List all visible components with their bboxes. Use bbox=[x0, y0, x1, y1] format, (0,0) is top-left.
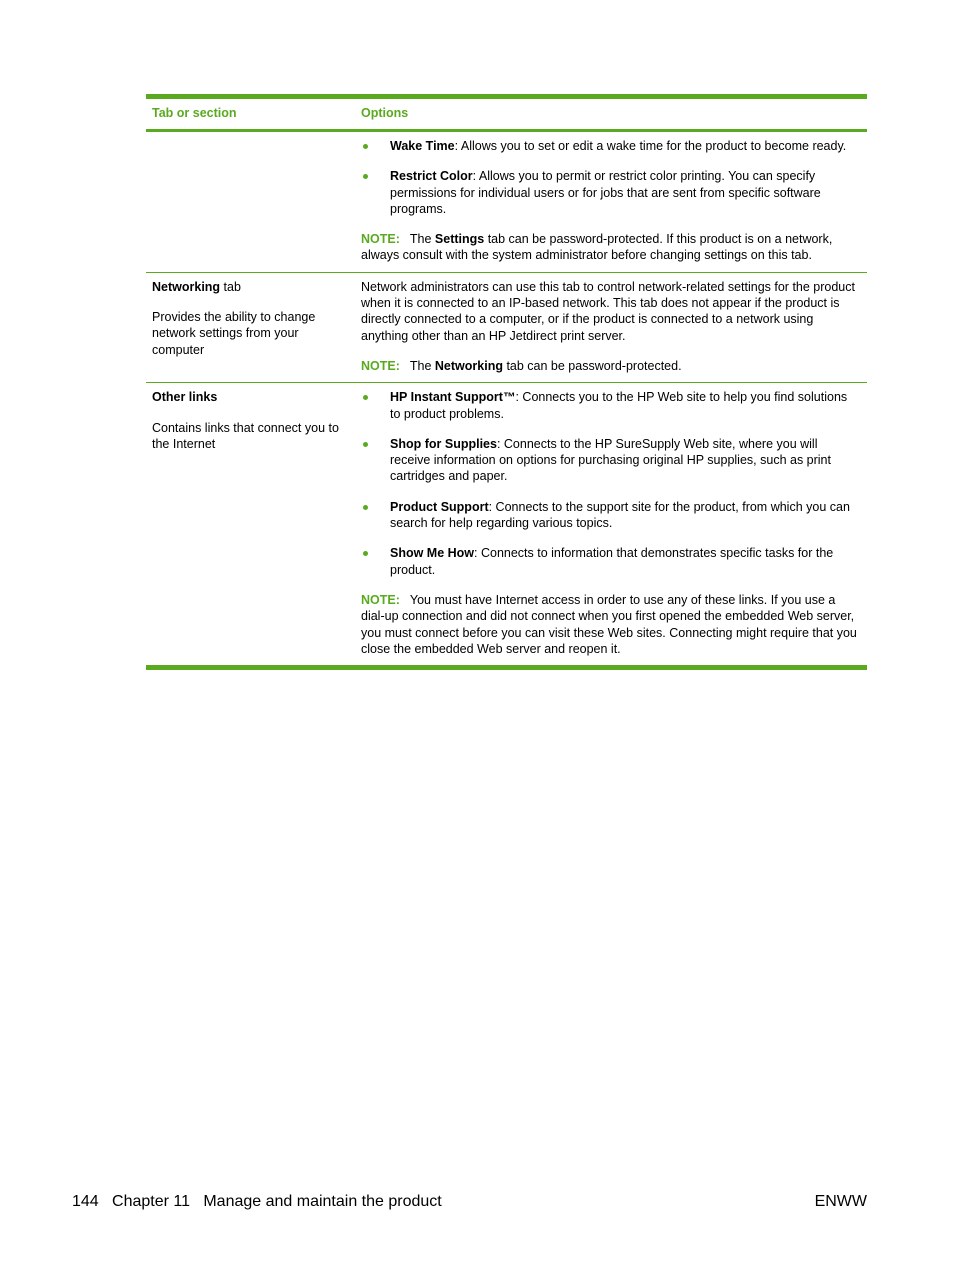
bullet-icon bbox=[363, 505, 368, 510]
networking-description: Provides the ability to change network settings from your computer bbox=[152, 310, 316, 357]
row1-options-cell bbox=[355, 132, 867, 272]
bullet-icon bbox=[363, 144, 368, 149]
list-item-shop-for-supplies: Shop for Supplies: Connects to the HP SureSupply Web site, where you will receive information on options for purchasing original HP supplies, such as print cartridges and paper. bbox=[361, 436, 861, 485]
page-footer bbox=[72, 1193, 867, 1211]
header-tab-or-section: Tab or section bbox=[152, 106, 237, 120]
footer-enww: ENWW bbox=[814, 1193, 867, 1210]
list-item-show-me-how: Show Me How: Connects to information that demonstrates specific tasks for the product. bbox=[361, 545, 861, 578]
row2-options-cell bbox=[355, 273, 867, 382]
table-header bbox=[146, 99, 867, 132]
networking-note: NOTE: The Networking tab can be password-protected. bbox=[361, 358, 682, 373]
table-row-settings-continued bbox=[146, 132, 867, 273]
bullet-icon bbox=[363, 442, 368, 447]
table-row-networking bbox=[146, 273, 867, 383]
list-item-hp-instant-support: HP Instant Support™: Connects you to the HP Web site to help you find solutions to product problems. bbox=[361, 389, 861, 422]
row1-section-cell bbox=[146, 132, 355, 272]
other-links-title: Other links bbox=[152, 390, 218, 405]
other-links-note: NOTE: You must have Internet access in order to use any of these links. If you use a dial-up connection and did not connect when you first opened the embedded Web server, you must connect before you can visit these Web sites. Connecting might require that you close the embedded Web server and reopen it. bbox=[361, 592, 857, 656]
row3-options-cell bbox=[355, 383, 867, 665]
options-table bbox=[146, 94, 867, 670]
bullet-icon bbox=[363, 174, 368, 179]
row2-section-cell bbox=[146, 273, 355, 382]
settings-note: NOTE: The Settings tab can be password-protected. If this product is on a network, always consult with the system administrator before changing settings on this tab. bbox=[361, 232, 833, 263]
table-row-other-links bbox=[146, 383, 867, 665]
row3-section-cell bbox=[146, 383, 355, 665]
list-item-restrict-color: Restrict Color: Allows you to permit or restrict color printing. You can specify permissions for individual users or for jobs that are sent from specific software programs. bbox=[361, 168, 861, 217]
networking-body: Network administrators can use this tab to control network-related settings for the product when it is connected to an IP-based network. This tab does not appear if the product is directly connected to a computer, or if the product is connected to a network using anything other than an HP Jetdirect print server. bbox=[361, 279, 855, 343]
other-links-description: Contains links that connect you to the Internet bbox=[152, 420, 339, 451]
bullet-icon bbox=[363, 551, 368, 556]
footer-page-chapter: 144 Chapter 11 Manage and maintain the product bbox=[72, 1193, 442, 1210]
bullet-icon bbox=[363, 395, 368, 400]
networking-title: Networking tab bbox=[152, 279, 241, 294]
header-options: Options bbox=[361, 106, 409, 120]
list-item-wake-time: Wake Time: Allows you to set or edit a wake time for the product to become ready. bbox=[361, 138, 861, 154]
list-item-product-support: Product Support: Connects to the support site for the product, from which you can search for help regarding various topics. bbox=[361, 499, 861, 532]
